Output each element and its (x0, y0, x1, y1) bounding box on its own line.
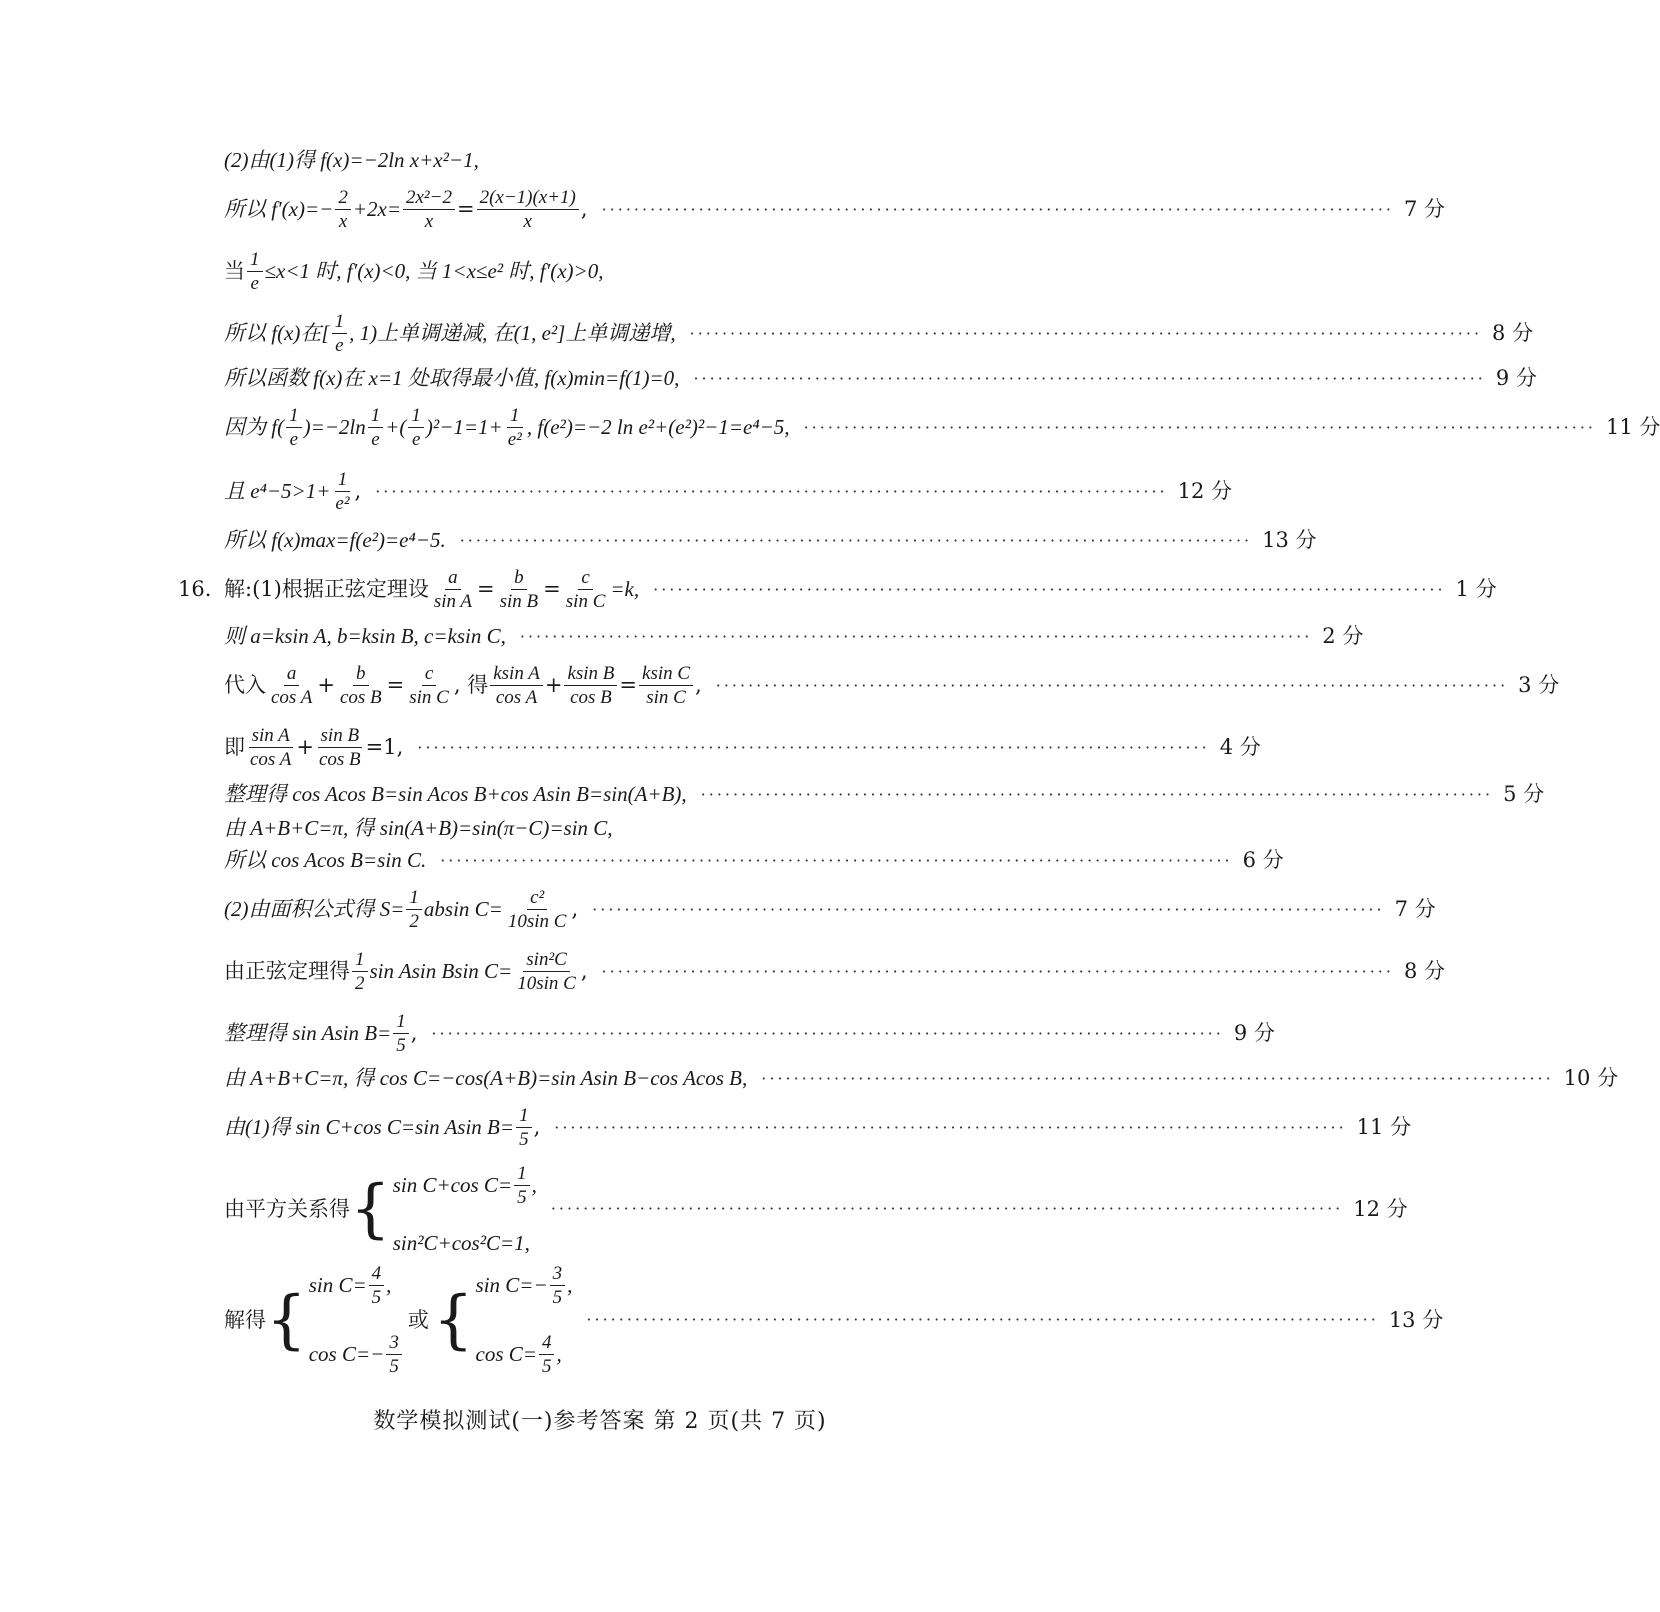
system-row: cos C=− $\frac{3}{5}$ (309, 1333, 404, 1376)
score-label: 12 分 (1177, 479, 1233, 503)
fraction: $\frac{1}{e}$ (332, 312, 348, 355)
score-label: 6 分 (1242, 848, 1284, 872)
system-row: sin C= $\frac{4}{5}$ , (308, 1263, 392, 1308)
fraction: $\frac{c}{\text{sin C}}$ (409, 663, 449, 708)
leader-dots: ·································································································· (586, 1310, 1379, 1329)
fraction: $\frac{\text{sin²C}}{\text{10sin C}}$ (517, 949, 576, 994)
score-label: 1 分 (1455, 577, 1497, 601)
fraction: $\frac{4}{5}$ (369, 1264, 385, 1307)
fraction: $\frac{1}{2}$ (352, 950, 368, 993)
system-row: cos C= $\frac{4}{5}$ , (475, 1332, 562, 1377)
fraction: $\frac{1}{e}$ (408, 406, 424, 449)
leader-dots: ·································································································· (715, 675, 1509, 695)
leader-dots: ·································································································· (431, 1023, 1224, 1043)
step-line: (2)由面积公式得 S= $\frac{1}{2}$ absin C= $\frac{\text{c²}}{\text{10sin C}}$ , ·································································································· 7 分 (224, 887, 1436, 932)
left-brace: { (432, 1283, 474, 1357)
score-label: 9 分 (1495, 366, 1537, 390)
leader-dots: ·································································································· (693, 368, 1486, 388)
fraction: $\frac{1}{5}$ (516, 1106, 532, 1149)
fraction: $\frac{b}{\text{sin B}}$ (499, 567, 539, 612)
fraction: $\frac{1}{e}$ (368, 406, 384, 449)
step-line: 16. 解:(1)根据正弦定理设 $\frac{a}{\text{sin A}}$ = $\frac{b}{\text{sin B}}$ = $\frac{c}{\text{sin C}}$ =k, ·································································································· 1 分 (178, 567, 1497, 612)
leader-dots: ·································································································· (700, 784, 1494, 804)
score-label: 11 分 (1356, 1115, 1412, 1139)
fraction: $\frac{\text{sin B}}{\text{cos B}}$ (318, 725, 361, 770)
score-label: 10 分 (1563, 1066, 1619, 1090)
step-line: 整理得 sin Asin B= $\frac{1}{5}$ , ·································································································· 9 分 (224, 1011, 1275, 1056)
system-row: sin²C+cos²C=1, (392, 1231, 530, 1255)
leader-dots: ·································································································· (375, 481, 1168, 501)
score-label: 3 分 (1518, 673, 1560, 697)
fraction: $\frac{1}{e}$ (286, 406, 302, 449)
leader-dots: ·································································································· (417, 737, 1210, 757)
left-brace: { (266, 1283, 307, 1357)
fraction: $\frac{4}{5}$ (539, 1333, 555, 1376)
leader-dots: ·································································································· (761, 1068, 1554, 1088)
step-line: 代入 $\frac{a}{\text{cos A}}$ + $\frac{b}{\text{cos B}}$ = $\frac{c}{\text{sin C}}$ , 得 $\frac{\text{ksin A}}{\text{cos A}}$ + $\frac{\text{ksin B}}{\text{cos B}}$ = $\frac{\text{ksin C}}{\text{sin C}}$ , ·································································································· 3 分 (224, 663, 1560, 708)
step-line: 且 e⁴−5>1+ $\frac{1}{\text{e²}}$ , ·································································································· 12 分 (224, 469, 1233, 514)
fraction: $\frac{\text{ksin A}}{\text{cos A}}$ (490, 664, 543, 707)
score-label: 7 分 (1394, 897, 1436, 921)
fraction: $\frac{\text{c²}}{\text{10sin C}}$ (507, 887, 567, 932)
fraction: $\frac{c}{\text{sin C}}$ (565, 567, 606, 612)
step-line: 所以 cos Acos B=sin C. ·································································································· 6 分 (224, 848, 1284, 872)
score-label: 13 分 (1262, 528, 1317, 552)
fraction: $\frac{3}{5}$ (386, 1333, 402, 1376)
score-label: 13 分 (1388, 1307, 1444, 1332)
step-line: 则 a=ksin A, b=ksin B, c=ksin C, ·································································································· 2 分 (224, 624, 1364, 648)
step-line: 因为 f( $\frac{1}{e}$ )=−2ln $\frac{1}{e}$ +( $\frac{1}{e}$ )²−1=1+ $\frac{1}{\text{e²}}$ , f(e²)=−2 ln e²+(e²)²−1=e⁴−5, ·································································································· 11 分 (224, 405, 1660, 450)
fraction: $\frac{b}{\text{cos B}}$ (339, 663, 382, 708)
question-number: 16. (178, 577, 212, 601)
score-label: 2 分 (1322, 624, 1364, 648)
leader-dots: ·································································································· (689, 323, 1483, 343)
score-label: 12 分 (1353, 1196, 1408, 1221)
score-label: 9 分 (1233, 1021, 1275, 1045)
fraction: $\frac{1}{5}$ (514, 1164, 530, 1207)
fraction: $\frac{\text{ksin B}}{\text{cos B}}$ (564, 664, 617, 707)
fraction: $\frac{1}{e}$ (247, 250, 263, 293)
step-line: 由 A+B+C=π, 得 cos C=−cos(A+B)=sin Asin B−cos Acos B, ·································································································· 10 分 (224, 1066, 1619, 1090)
leader-dots: ·································································································· (601, 199, 1394, 219)
step-line: 由 A+B+C=π, 得 sin(A+B)=sin(π−C)=sin C, (224, 816, 613, 840)
score-label: 8 分 (1492, 321, 1534, 345)
leader-dots: ·································································································· (601, 961, 1394, 981)
score-label: 5 分 (1503, 782, 1545, 806)
leader-dots: ·································································································· (653, 579, 1446, 599)
equation-system (393, 1164, 537, 1254)
score-label: 8 分 (1403, 959, 1445, 983)
score-label: 7 分 (1404, 197, 1446, 221)
leader-dots: ·································································································· (592, 899, 1385, 919)
system-row: sin C+cos C= $\frac{1}{5}$ , (392, 1163, 537, 1208)
fraction: $\frac{\text{sin A}}{\text{cos A}}$ (250, 725, 292, 770)
page-footer: 数学模拟测试(一)参考答案 第 2 页(共 7 页) (373, 1409, 827, 1434)
fraction: $\frac{1}{\text{e²}}$ (507, 405, 522, 450)
leader-dots: ·································································································· (803, 417, 1596, 437)
leader-dots: ·································································································· (440, 850, 1233, 870)
fraction: $\frac{1}{5}$ (393, 1012, 409, 1055)
fraction: $\frac{a}{\text{cos A}}$ (271, 663, 313, 708)
fraction: $\frac{3}{5}$ (550, 1264, 566, 1307)
step-line: 由平方关系得 { sin C+cos C= $\frac{1}{5}$ , sin²C+cos²C=1, ·································································································· 12 分 (224, 1163, 1408, 1255)
fraction: $\frac{a}{\text{sin A}}$ (433, 567, 473, 612)
leader-dots: ·································································································· (550, 1199, 1344, 1218)
fraction: $\frac{1}{\text{e²}}$ (335, 469, 350, 514)
step-line: 所以 f(x)在[ $\frac{1}{e}$ , 1)上单调递减, 在(1, e²]上单调递增, ·································································································· 8 分 (224, 311, 1534, 356)
fraction: $\frac{2(x-1)(x+1)}{x}$ (477, 188, 579, 231)
step-line: 整理得 cos Acos B=sin Acos B+cos Asin B=sin(A+B), ·································································································· 5 分 (224, 782, 1545, 806)
step-line: 解得 { sin C= $\frac{4}{5}$ , cos C=− $\frac{3}{5}$ 或 { sin C=− $\frac{3}{5}$ , cos C= $\frac{4}{5}$ , ·································································································· 13 分 (224, 1263, 1444, 1377)
fraction: $\frac{\text{ksin C}}{\text{sin C}}$ (639, 664, 693, 707)
step-line: 所以函数 f(x)在 x=1 处取得最小值, f(x)min=f(1)=0, ·································································································· 9 分 (224, 366, 1537, 390)
left-brace: { (350, 1172, 391, 1246)
leader-dots: ·································································································· (459, 530, 1253, 550)
leader-dots: ·································································································· (554, 1117, 1347, 1137)
fraction: $\frac{2}{x}$ (335, 188, 351, 231)
fraction: $\frac{1}{2}$ (406, 888, 422, 931)
step-line: 即 $\frac{\text{sin A}}{\text{cos A}}$ + $\frac{\text{sin B}}{\text{cos B}}$ =1, ·································································································· 4 分 (224, 725, 1261, 770)
step-line: 由(1)得 sin C+cos C=sin Asin B= $\frac{1}{5}$ , ·································································································· 11 分 (224, 1105, 1412, 1150)
step-line: 所以 f′(x)=− $\frac{2}{x}$ +2x= $\frac{\text{2x²−2}}{x}$ = $\frac{2(x-1)(x+1)}{x}$ , ·································································································· 7 分 (224, 187, 1446, 232)
step-line: (2)由(1)得 f(x)=−2ln x+x²−1, (224, 148, 479, 172)
step-line: 当 $\frac{1}{e}$ ≤x<1 时, f′(x)<0, 当 1<x≤e² 时, f′(x)>0, (224, 249, 604, 294)
equation-system (309, 1264, 404, 1376)
equation-system (476, 1264, 573, 1376)
step-line: 所以 f(x)max=f(e²)=e⁴−5. ·································································································· 13 分 (224, 528, 1317, 552)
fraction: $\frac{\text{2x²−2}}{x}$ (403, 188, 455, 231)
step-line: 由正弦定理得 $\frac{1}{2}$ sin Asin Bsin C= $\frac{\text{sin²C}}{\text{10sin C}}$ , ·································································································· 8 分 (224, 949, 1445, 994)
system-row: sin C=− $\frac{3}{5}$ , (475, 1263, 573, 1308)
score-label: 11 分 (1605, 415, 1660, 439)
leader-dots: ·································································································· (519, 626, 1313, 646)
score-label: 4 分 (1219, 735, 1261, 759)
